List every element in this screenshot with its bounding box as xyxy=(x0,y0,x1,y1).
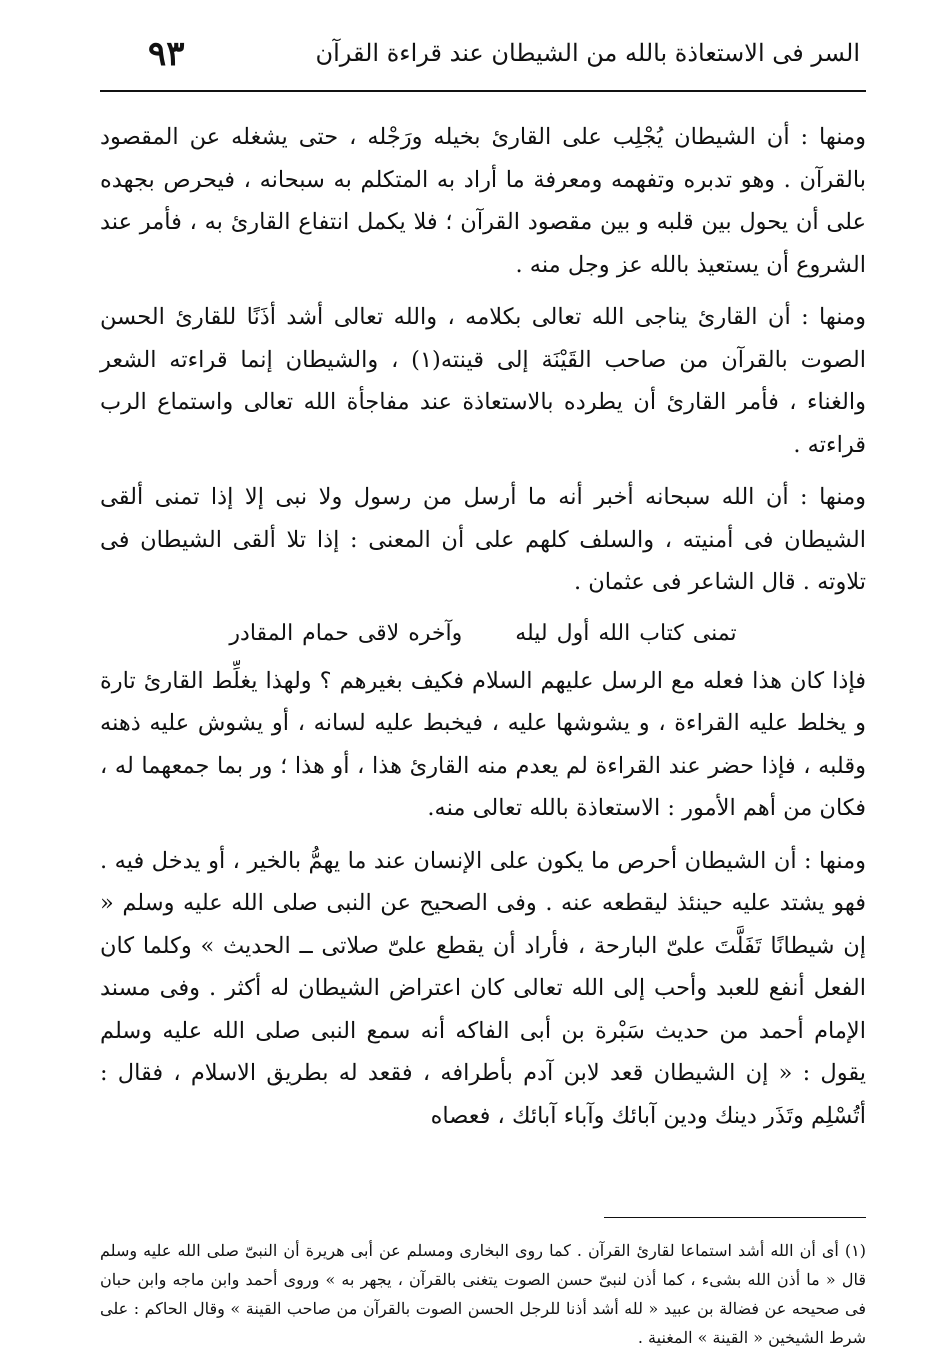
paragraph: ومنها : أن القارئ يناجى الله تعالى بكلامه ، والله تعالى أشد أذَنًا للقارئ الحسن الصوت بالقرآن من صاحب القَيْنَة إلى قينته(١) ، والشيطان إنما قراءته الشعر والغناء ، فأمر القارئ أن يطرده بالاستعاذة عند مفاجأة الله تعالى واستماع الرب قراءته . xyxy=(100,304,867,458)
page-number: ٩٣ xyxy=(148,34,185,74)
footnote-rule xyxy=(604,1217,866,1218)
running-title: السر فى الاستعاذة بالله من الشيطان عند قراءة القرآن xyxy=(315,39,860,67)
footnote: (١) أى أن الله أشد استماعا لقارئ القرآن . كما روى البخارى ومسلم عن أبى هريرة أن النبىّ صلى الله عليه وسلم قال « ما أذن الله بشىء ، كما أذن لنبىّ حسن الصوت يتغنى بالقرآن ، يجهر به » وروى أحمد وابن ماجه وابن حبان فى صحيحه عن فضالة بن عبيد « لله أشد أذنا للرجل الحسن الصوت بالقرآن من صاحب القينة » وقال الحاكم : على شرط الشيخين « القينة » المغنية . xyxy=(100,1241,866,1347)
main-text xyxy=(100,116,866,1137)
paragraph: ومنها : أن الله سبحانه أخبر أنه ما أرسل من رسول ولا نبى إلا إذا تمنى ألقى الشيطان فى أمنيته ، والسلف كلهم على أن المعنى : إذا تلا ألقى الشيطان فى تلاوته . قال الشاعر فى عثمان . xyxy=(100,484,866,595)
verse-first-half: تمنى كتاب الله أول ليله xyxy=(515,620,737,646)
poetry-verse xyxy=(100,614,866,654)
verse-second-half: وآخره لاقى حمام المقادر xyxy=(229,620,463,646)
paragraph: ومنها : أن الشيطان يُجْلِب على القارئ بخيله ورَجْله ، حتى يشغله عن المقصود بالقرآن . وهو تدبره وتفهمه ومعرفة ما أراد به المتكلم به سبحانه ، فيحرص بجهده على أن يحول بين قلبه و بين مقصود القرآن ؛ فلا يكمل انتفاع القارئ به ، فأمر عند الشروع أن يستعيذ بالله عز وجل منه . xyxy=(100,124,866,278)
running-header xyxy=(100,34,866,86)
header-rule xyxy=(100,90,866,92)
paragraph: فإذا كان هذا فعله مع الرسل عليهم السلام فكيف بغيرهم ؟ ولهذا يغلِّط القارئ تارة و يخلط عليه القراءة ، و يشوشها عليه ، فيخبط عليه لسانه ، أو يشوش عليه ذهنه وقلبه ، فإذا حضر عند القراءة لم يعدم منه القارئ هذا ، أو هذا ؛ ور بما جمعهما له ، فكان من أهم الأمور : الاستعاذة بالله تعالى منه. xyxy=(100,667,866,821)
paragraph: ومنها : أن الشيطان أحرص ما يكون على الإنسان عند ما يهمُّ بالخير ، أو يدخل فيه . فهو يشتد عليه حينئذ ليقطعه عنه . وفى الصحيح عن النبى صلى الله عليه وسلم « إن شيطانًا تَفَلَّتَ علىّ البارحة ، فأراد أن يقطع علىّ صلاتى ــ الحديث » وكلما كان الفعل أنفع للعبد وأحب إلى الله تعالى كان اعتراض الشيطان له أكثر . وفى مسند الإمام أحمد من حديث سَبْرة بن أبى الفاكه أنه سمع النبى صلى الله عليه وسلم يقول : « إن الشيطان قعد لابن آدم بأطرافه ، فقعد له بطريق الاسلام ، فقال : أتُسْلِم وتَذَر دينك ودين آبائك وآباء آبائك ، فعصاه xyxy=(100,847,866,1129)
